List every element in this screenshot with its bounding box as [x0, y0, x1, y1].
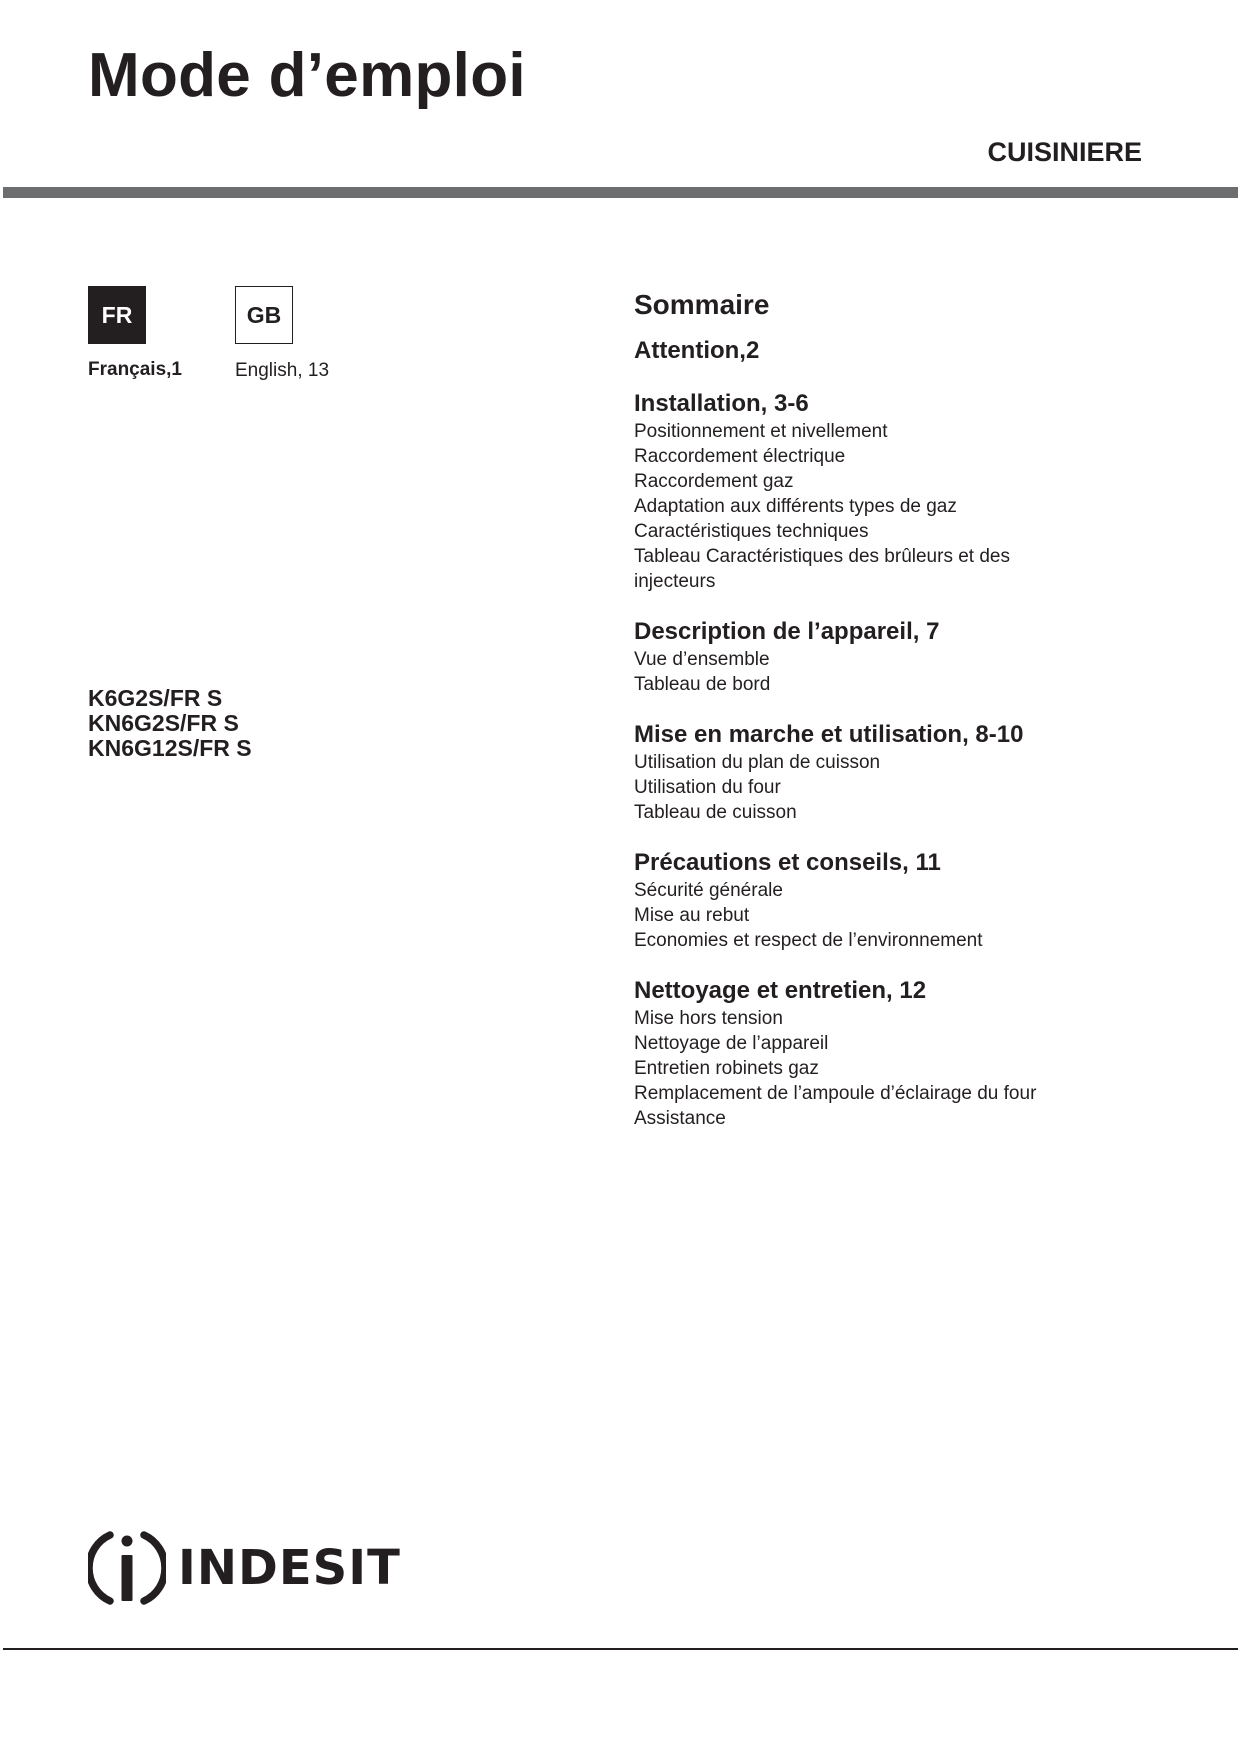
toc-section-description: [634, 617, 1174, 697]
toc-section-title[interactable]: Installation, 3-6: [634, 390, 809, 417]
language-gb-caption[interactable]: English, 13: [235, 360, 330, 381]
page-title: Mode d’emploi: [88, 41, 526, 110]
toc-section-utilisation: [634, 720, 1174, 825]
toc-section-title[interactable]: Précautions et conseils, 11: [634, 849, 941, 876]
toc-section-title[interactable]: Description de l’appareil, 7: [634, 618, 940, 645]
toc-item[interactable]: Raccordement électrique: [634, 446, 846, 467]
language-fr-caption[interactable]: Français,1: [88, 359, 182, 380]
model-name: K6G2S/FR S: [88, 685, 223, 711]
header-divider: [3, 187, 1238, 198]
toc-item[interactable]: Nettoyage de l’appareil: [634, 1033, 829, 1054]
language-gb-button[interactable]: GB: [235, 286, 293, 344]
toc-item[interactable]: Assistance: [634, 1108, 726, 1129]
toc-item[interactable]: injecteurs: [634, 571, 716, 592]
footer-divider: [3, 1648, 1238, 1650]
toc-item[interactable]: Mise hors tension: [634, 1008, 783, 1029]
toc-section-precautions: [634, 848, 1174, 953]
model-name: KN6G2S/FR S: [88, 710, 239, 736]
toc-item[interactable]: Economies et respect de l’environnement: [634, 930, 983, 951]
toc-section-installation: [634, 389, 1174, 594]
product-type-label: CUISINIERE: [987, 137, 1142, 167]
toc-item[interactable]: Positionnement et nivellement: [634, 421, 888, 442]
language-fr-button[interactable]: FR: [88, 286, 146, 344]
toc-item[interactable]: Raccordement gaz: [634, 471, 794, 492]
toc-item[interactable]: Entretien robinets gaz: [634, 1058, 819, 1079]
table-of-contents: [634, 288, 1174, 1154]
brand-wordmark: INDESIT: [178, 1540, 401, 1596]
toc-item[interactable]: Remplacement de l’ampoule d’éclairage du four: [634, 1083, 1037, 1104]
brand-logo: [88, 1527, 401, 1609]
toc-item[interactable]: Vue d’ensemble: [634, 649, 770, 670]
toc-item[interactable]: Utilisation du plan de cuisson: [634, 752, 881, 773]
toc-item[interactable]: Adaptation aux différents types de gaz: [634, 496, 957, 517]
toc-item[interactable]: Sécurité générale: [634, 880, 783, 901]
model-list: [88, 686, 252, 761]
toc-section-title[interactable]: Mise en marche et utilisation, 8-10: [634, 721, 1024, 748]
toc-item[interactable]: Tableau de bord: [634, 674, 771, 695]
toc-item[interactable]: Mise au rebut: [634, 905, 750, 926]
toc-section-attention: [634, 336, 1174, 366]
model-name: KN6G12S/FR S: [88, 735, 252, 761]
indesit-logo-icon: [88, 1527, 166, 1609]
toc-section-title[interactable]: Attention,2: [634, 337, 760, 364]
toc-section-title[interactable]: Nettoyage et entretien, 12: [634, 977, 927, 1004]
toc-heading: Sommaire: [634, 289, 770, 320]
toc-item[interactable]: Tableau Caractéristiques des brûleurs et des: [634, 546, 1010, 567]
toc-item[interactable]: Utilisation du four: [634, 777, 781, 798]
toc-item[interactable]: Caractéristiques techniques: [634, 521, 869, 542]
toc-item[interactable]: Tableau de cuisson: [634, 802, 797, 823]
toc-section-nettoyage: [634, 976, 1174, 1131]
